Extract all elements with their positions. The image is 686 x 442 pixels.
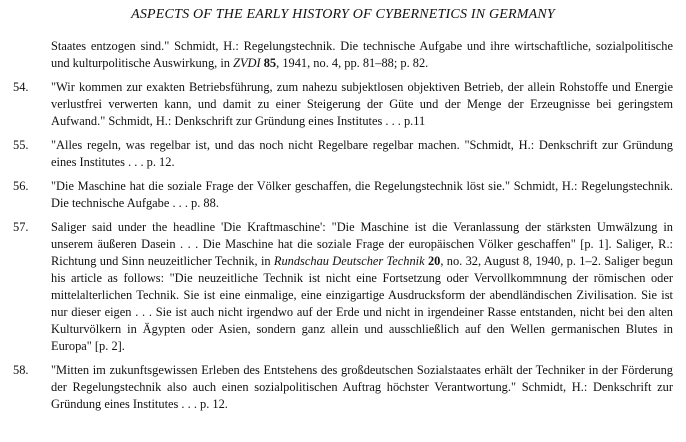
- footnote-54: [0, 79, 686, 130]
- footnote-text: [51, 38, 673, 72]
- footnote-text-segment: "Mitten im zukunftsgewissen Erleben des Entstehens des großdeutschen Sozialstaates erhält der Techniker in der Förderung der Regelungstechnik also auch einen sozialpolitischen Auftrag höchster Verantwortung." Schmidt, H.: Denkschrift zur Gründung eines Institutes . . . p. 12.: [51, 363, 673, 411]
- footnote-number: 57.: [13, 220, 29, 234]
- footnote-number: 55.: [13, 138, 29, 152]
- footnote-number: 56.: [13, 179, 29, 193]
- footnote-number: 54.: [13, 80, 29, 94]
- footnote-text-segment: "Wir kommen zur exakten Betriebsführung, zum nahezu subjektlosen objektiven Betrieb, der allein Rohstoffe und Energie verlustfrei verwerten kann, und damit zu einer Steigerung der Güte und der Menge der Erzeugnisse bei geringstem Aufwand." Schmidt, H.: Denkschrift zur Gründung eines Institutes . . . p.11: [51, 80, 673, 128]
- footnote-text: [51, 362, 673, 413]
- footnote-number: 58.: [13, 363, 29, 377]
- footnote-56: [0, 178, 686, 212]
- volume-number: 20: [427, 254, 441, 268]
- journal-title: Rundschau Deutscher Technik: [273, 254, 425, 268]
- footnote-text-segment: Staates entzogen sind." Schmidt, H.: Regelungstechnik. Die technische Aufgabe und ihre wirtschaftliche, sozialpolitische und kulturpolitische Auswirkung, in: [51, 39, 673, 70]
- footnote-text: [51, 178, 673, 212]
- footnote-57: [0, 219, 686, 355]
- footnote-continuation: [0, 38, 686, 72]
- footnote-text-segment: "Alles regeln, was regelbar ist, und das noch nicht Regelbare regelbar machen. "Schmidt, H.: Denkschrift zur Gründung eines Institutes . . . p. 12.: [51, 138, 673, 169]
- footnote-text-segment: , no. 32, August 8, 1940, p. 1–2. Saliger begun his article as follows: "Die neuzeitliche Technik ist nicht eine Fortsetzung oder Vervollkommnung der römischen oder mittelalterlichen Technik. Sie ist eine einmalige, eine einzigartige Ausdrucksform der abendländischen Zivilisation. Sie ist nur dieser eigen . . . Sie ist auch nicht irgendwo auf der Erde und nicht in irgendeiner Rasse entstanden, nicht bei den alten Kulturvölkern in Ägypten oder Asien, sondern ganz allein und ausschließlich auf den Wellen germanischen Blutes in Europa" [p. 2].: [51, 254, 673, 353]
- footnote-text-segment: Saliger said under the headline 'Die Kraftmaschine': "Die Maschine ist die Veranlassung der stärksten Umwälzung in unserem äußeren Dasein . . . Die Maschine hat die soziale Frage der europäischen Völker geschaffen" [p. 1]. Saliger, R.: Richtung und Sinn neuzeitlicher Technik, in: [51, 220, 673, 268]
- volume-number: 85: [263, 56, 277, 70]
- footnote-58: [0, 362, 686, 413]
- footnote-text: [51, 79, 673, 130]
- footnotes-list: [0, 38, 686, 420]
- footnote-text: [51, 219, 673, 355]
- journal-title: ZVDI: [233, 56, 261, 70]
- footnote-55: [0, 137, 686, 171]
- footnote-text-segment: "Die Maschine hat die soziale Frage der Völker geschaffen, die Regelungstechnik löst sie." Schmidt, H.: Regelungstechnik. Die technische Aufgabe . . . p. 88.: [51, 179, 673, 210]
- footnote-text-segment: , 1941, no. 4, pp. 81–88; p. 82.: [276, 56, 429, 70]
- running-title: ASPECTS OF THE EARLY HISTORY OF CYBERNETICS IN GERMANY: [131, 7, 555, 22]
- footnote-text: [51, 137, 673, 171]
